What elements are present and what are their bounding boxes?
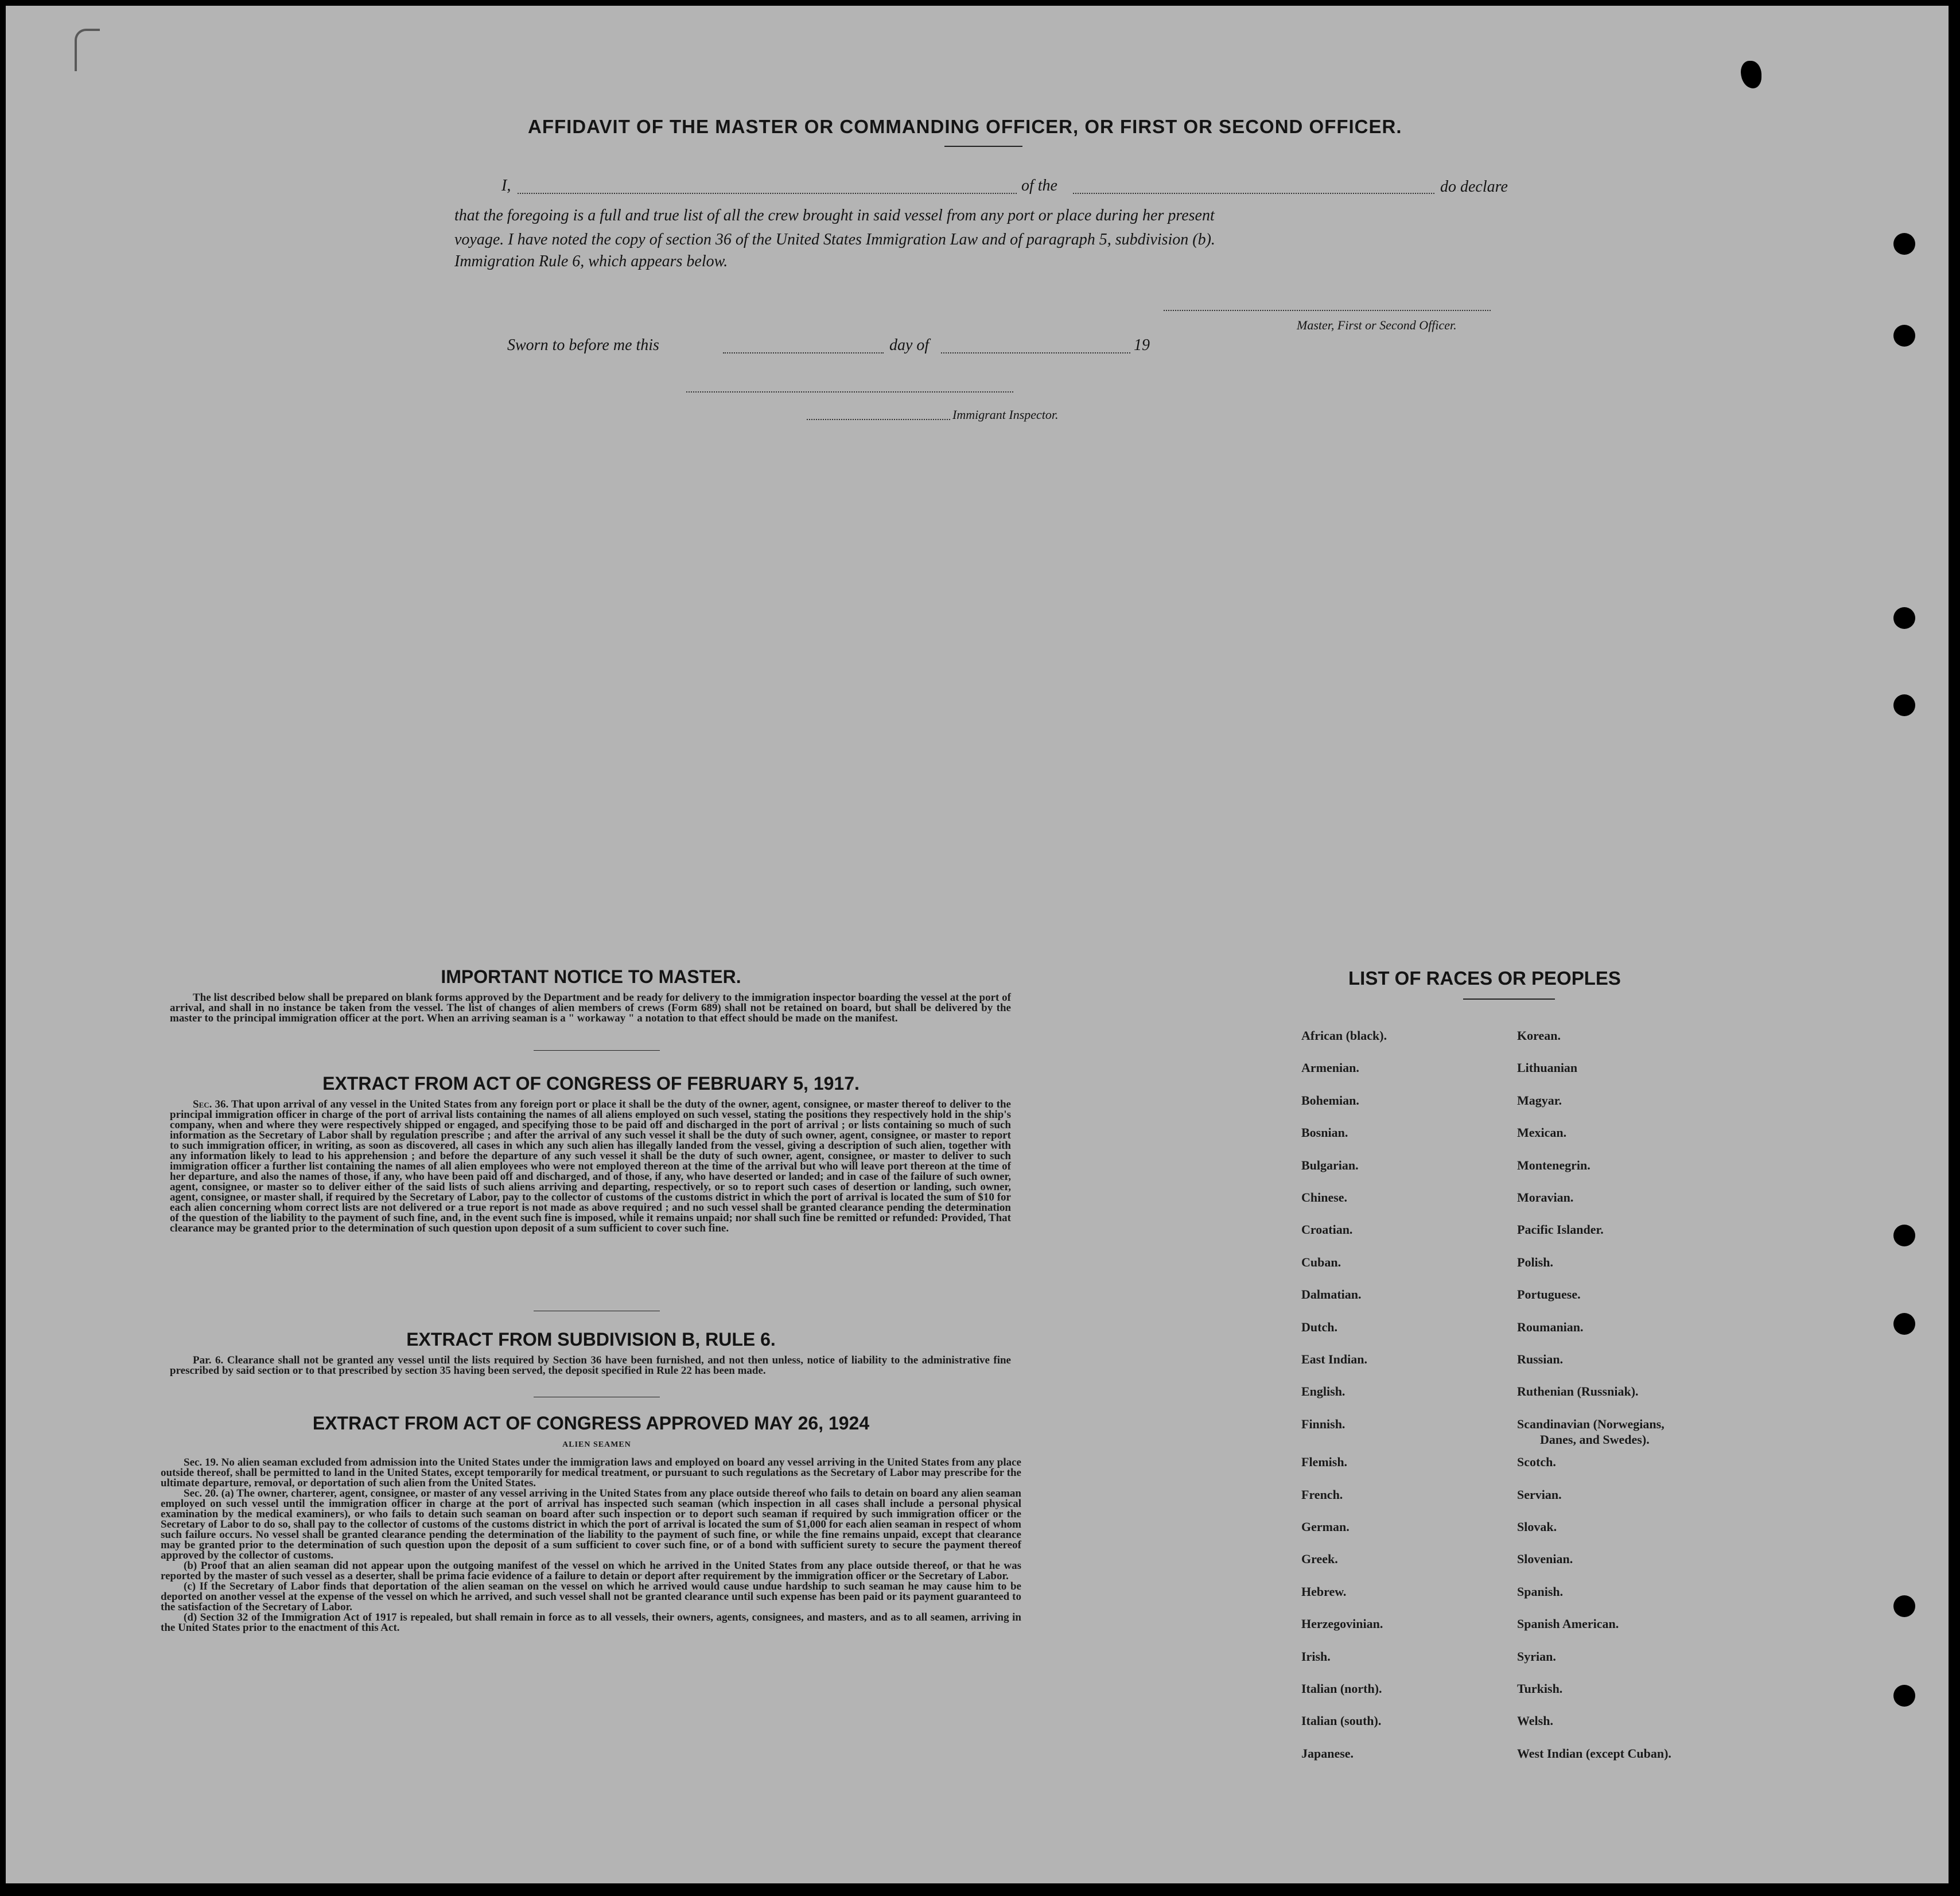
affidavit-line-2: that the foregoing is a full and true list of all the crew brought in said vessel from any port or place during her present <box>454 207 1215 224</box>
extract-1917-text <box>170 1099 1011 1234</box>
extract-rule6-title: EXTRACT FROM SUBDIVISION B, RULE 6. <box>406 1329 776 1350</box>
sec-20a-text: Sec. 20. (a) The owner, charterer, agent, consignee, or master of any vessel arriving in the United States from any place outside thereof who fails to detain on board any alien seaman employed on such vessel until the immigration officer in charge at the port of arrival has inspected such seaman (which inspection in all cases shall include a personal physical examination by the medical examiners), or who fails to detain such seaman on board after such inspection or to deport such seaman if required by such immigration officer or the Secretary of Labor to do so, shall pay to the collector of customs of the customs district in which the port of arrival is located the sum of $1,000 for each alien seaman in respect of whom such failure occurs. No vessel shall be granted clearance pending the determination of the liability to the payment of such fine, or while the fine remains unpaid, except that clearance may be granted prior to the determination of such question upon the deposit of a sum sufficient to cover such fine, or of a bond with sufficient surety to secure the payment thereof approved by the collector of customs. <box>161 1487 1021 1561</box>
race-item: Hebrew. <box>1301 1584 1347 1599</box>
race-item: Italian (north). <box>1301 1681 1382 1696</box>
race-item: Dalmatian. <box>1301 1287 1362 1301</box>
sec-20b-text: (b) Proof that an alien seaman did not appear upon the outgoing manifest of the vessel on which he arrived in the United States from any place outside thereof, or that he was reported by the master of such vessel as a deserter, shall be prima facie evidence of a failure to detain or deport after requirement by the immigration officer or the Secretary of Labor. <box>161 1560 1021 1582</box>
races-title: LIST OF RACES OR PEOPLES <box>1348 968 1621 989</box>
race-item: Mexican. <box>1517 1125 1567 1140</box>
title-rule <box>944 146 1022 147</box>
binder-hole <box>1893 1685 1915 1707</box>
race-item: Moravian. <box>1517 1190 1574 1205</box>
divider-1 <box>534 1050 660 1051</box>
notice-paragraph: The list described below shall be prepared on blank forms approved by the Department and be ready for delivery to the immigration inspector boarding the vessel at the port of arrival, and shall in no instance be taken from the vessel. The list of changes of alien members of crews (Form 689) shall not be retained on board, but shall be delivered by the master to the principal immigration officer at the port. When an arriving seaman is a " workaway " a notation to that effect should be made on the manifest. <box>170 992 1011 1024</box>
binder-hole <box>1893 694 1915 716</box>
race-item: Spanish. <box>1517 1584 1564 1599</box>
race-item: Lithuanian <box>1517 1060 1578 1075</box>
extract-1917-title: EXTRACT FROM ACT OF CONGRESS OF FEBRUARY 5, 1917. <box>322 1073 860 1094</box>
binder-hole <box>1893 607 1915 629</box>
race-item: East Indian. <box>1301 1352 1367 1366</box>
sec-36-label: Sec. 36. <box>193 1098 229 1110</box>
affidavit-i: I, <box>501 177 511 195</box>
sec-20c-text: (c) If the Secretary of Labor finds that deportation of the alien seaman on the vessel on which he arrived would cause undue hardship to such seaman he may cause him to be deported on another vessel at the expense of the vessel on which he arrived, and such vessel shall not be granted clearance until such expense has been paid or its payment guaranteed to the satisfaction of the Secretary of Labor. <box>161 1580 1021 1613</box>
race-item: Scotch. <box>1517 1455 1556 1469</box>
race-item: Slovenian. <box>1517 1552 1573 1566</box>
affidavit-line-4: Immigration Rule 6, which appears below. <box>454 252 728 270</box>
binder-hole <box>1893 1313 1915 1335</box>
document-page <box>6 6 1949 1883</box>
race-item: Herzegovinian. <box>1301 1617 1383 1631</box>
affidavit-line-3: voyage. I have noted the copy of section 36 of the United States Immigration Law and of paragraph 5, subdivision (b). <box>454 231 1215 248</box>
race-item: Welsh. <box>1517 1714 1553 1728</box>
inspector-signature-line-top <box>686 391 1013 393</box>
binder-hole <box>1893 233 1915 255</box>
races-title-rule <box>1463 998 1555 1000</box>
race-item: Spanish American. <box>1517 1617 1619 1631</box>
affidavit-of-the: of the <box>1021 177 1057 195</box>
race-item: Turkish. <box>1517 1681 1563 1696</box>
sworn-month-blank <box>941 352 1130 353</box>
race-item: Japanese. <box>1301 1746 1354 1761</box>
affidavit-title: AFFIDAVIT OF THE MASTER OR COMMANDING OFFICER, OR FIRST OR SECOND OFFICER. <box>528 116 1402 137</box>
extract-1924-title: EXTRACT FROM ACT OF CONGRESS APPROVED MAY 26, 1924 <box>312 1413 870 1433</box>
notice-title: IMPORTANT NOTICE TO MASTER. <box>441 966 741 987</box>
race-item: Ruthenian (Russniak). <box>1517 1384 1639 1398</box>
master-signature-line <box>1164 310 1491 311</box>
race-item: Servian. <box>1517 1487 1562 1502</box>
inspector-signature-line <box>807 419 950 420</box>
alien-seamen-subtitle: ALIEN SEAMEN <box>562 1440 631 1449</box>
race-item: Greek. <box>1301 1552 1338 1566</box>
race-item: English. <box>1301 1384 1345 1398</box>
binder-hole <box>1893 1225 1915 1246</box>
race-item-scandinavian-cont: Danes, and Swedes). <box>1540 1432 1650 1447</box>
race-item: Pacific Islander. <box>1517 1222 1604 1237</box>
master-signature-label: Master, First or Second Officer. <box>1297 318 1457 332</box>
race-item: Cuban. <box>1301 1255 1341 1269</box>
rule6-paragraph: Par. 6. Clearance shall not be granted any vessel until the lists required by Section 36 have been furnished, and not then unless, notice of liability to the administrative fine prescribed by said section or to that prescribed by section 35 having been served, the deposit specified in Rule 22 has been made. <box>170 1354 1011 1377</box>
race-item: Portuguese. <box>1517 1287 1581 1301</box>
sec-19-text: Sec. 19. No alien seaman excluded from admission into the United States under the immigration laws and employed on board any vessel arriving in the United States from any place outside thereof, shall be permitted to land in the United States, except temporarily for medical treatment, or pursuant to such regulations as the Secretary of Labor may prescribe for the ultimate departure, removal, or deportation of such alien from the United States. <box>161 1456 1021 1489</box>
name-blank <box>518 193 1017 194</box>
race-item: Scandinavian (Norwegians, <box>1517 1417 1665 1431</box>
race-item: Croatian. <box>1301 1222 1353 1237</box>
vessel-blank <box>1073 193 1434 194</box>
race-item: Roumanian. <box>1517 1320 1584 1334</box>
binder-hole <box>1893 325 1915 347</box>
sec-36-text: That upon arrival of any vessel in the United States from any foreign port or place it shall be the duty of the owner, agent, consignee, or master thereof to deliver to the principal immigration officer in charge of the port of arrival lists containing the names of all aliens employed on such vessel, stating the positions they respectively hold in the ship's company, when and where they were respectively shipped or engaged, and specifying those to be paid off and discharged in the port of arrival ; or lists containing so much of such information as the Secretary of Labor shall by regulation prescribe ; and after the arrival of any such vessel it shall be the duty of such owner, agent, consignee, or master to report to such immigration officer, in writing, as soon as discovered, all cases in which any such alien has illegally landed from the vessel, giving a description of such alien, together with any information likely to lead to his apprehension ; and before the departure of any such vessel it shall be the duty of such owner, agent, consignee, or master to deliver to such immigration officer a further list containing the names of all alien employees who were not employed thereon at the time of the arrival but who will leave port thereon at the time of her departure, and also the names of those, if any, who have been paid off and discharged, and of those, if any, who have deserted or landed; and in case of the failure of such owner, agent, consignee, or master so to deliver either of the said lists of such aliens arriving and departing, respectively, or so to report such cases of desertion or landing, such owner, agent, consignee, or master shall, if required by the Secretary of Labor, pay to the collector of customs of the customs district in which the port of arrival is located the sum of $10 for each alien concerning whom correct lists are not delivered or a true report is not made as above required ; and no such vessel shall be granted clearance pending the determination of the question of the liability to the payment of such fine, and, in the event such fine is imposed, while it remains unpaid; nor shall such fine be remitted or refunded: Provided, That clearance may be granted prior to the determination of such question upon deposit of a sum sufficient to cover such fine. <box>170 1098 1011 1234</box>
inspector-signature-label: Immigrant Inspector. <box>952 407 1059 422</box>
race-item: Bulgarian. <box>1301 1158 1359 1172</box>
race-item: Flemish. <box>1301 1455 1348 1469</box>
race-item: African (black). <box>1301 1028 1387 1043</box>
race-item: Syrian. <box>1517 1649 1556 1664</box>
race-item: German. <box>1301 1520 1350 1534</box>
race-item: Irish. <box>1301 1649 1331 1664</box>
pencil-mark <box>75 29 100 71</box>
race-item: Montenegrin. <box>1517 1158 1590 1172</box>
race-item: Polish. <box>1517 1255 1553 1269</box>
sworn-label: Sworn to before me this <box>507 336 659 354</box>
race-item: Bohemian. <box>1301 1093 1359 1108</box>
race-item: Chinese. <box>1301 1190 1348 1205</box>
ink-blot <box>1741 61 1761 88</box>
race-item: Russian. <box>1517 1352 1564 1366</box>
race-item: French. <box>1301 1487 1343 1502</box>
sec-20d-text: (d) Section 32 of the Immigration Act of 1917 is repealed, but shall remain in force as to all vessels, their owners, agents, consignees, and masters, and as to all seamen, arriving in the United States prior to the enactment of this Act. <box>161 1611 1021 1634</box>
year-label: 19 <box>1134 336 1150 354</box>
day-of-label: day of <box>889 336 930 354</box>
race-item: Finnish. <box>1301 1417 1345 1431</box>
race-item: Magyar. <box>1517 1093 1562 1108</box>
race-item: Armenian. <box>1301 1060 1359 1075</box>
race-item: Bosnian. <box>1301 1125 1348 1140</box>
extract-rule6-text <box>170 1355 1011 1376</box>
notice-text <box>170 993 1011 1024</box>
affidavit-declare: do declare <box>1440 178 1508 196</box>
race-item: Korean. <box>1517 1028 1561 1043</box>
race-item: West Indian (except Cuban). <box>1517 1746 1671 1761</box>
binder-hole <box>1893 1595 1915 1617</box>
race-item: Slovak. <box>1517 1520 1557 1534</box>
race-item: Italian (south). <box>1301 1714 1382 1728</box>
race-item: Dutch. <box>1301 1320 1337 1334</box>
sworn-day-blank <box>723 352 884 353</box>
extract-1924-text <box>161 1458 1021 1633</box>
